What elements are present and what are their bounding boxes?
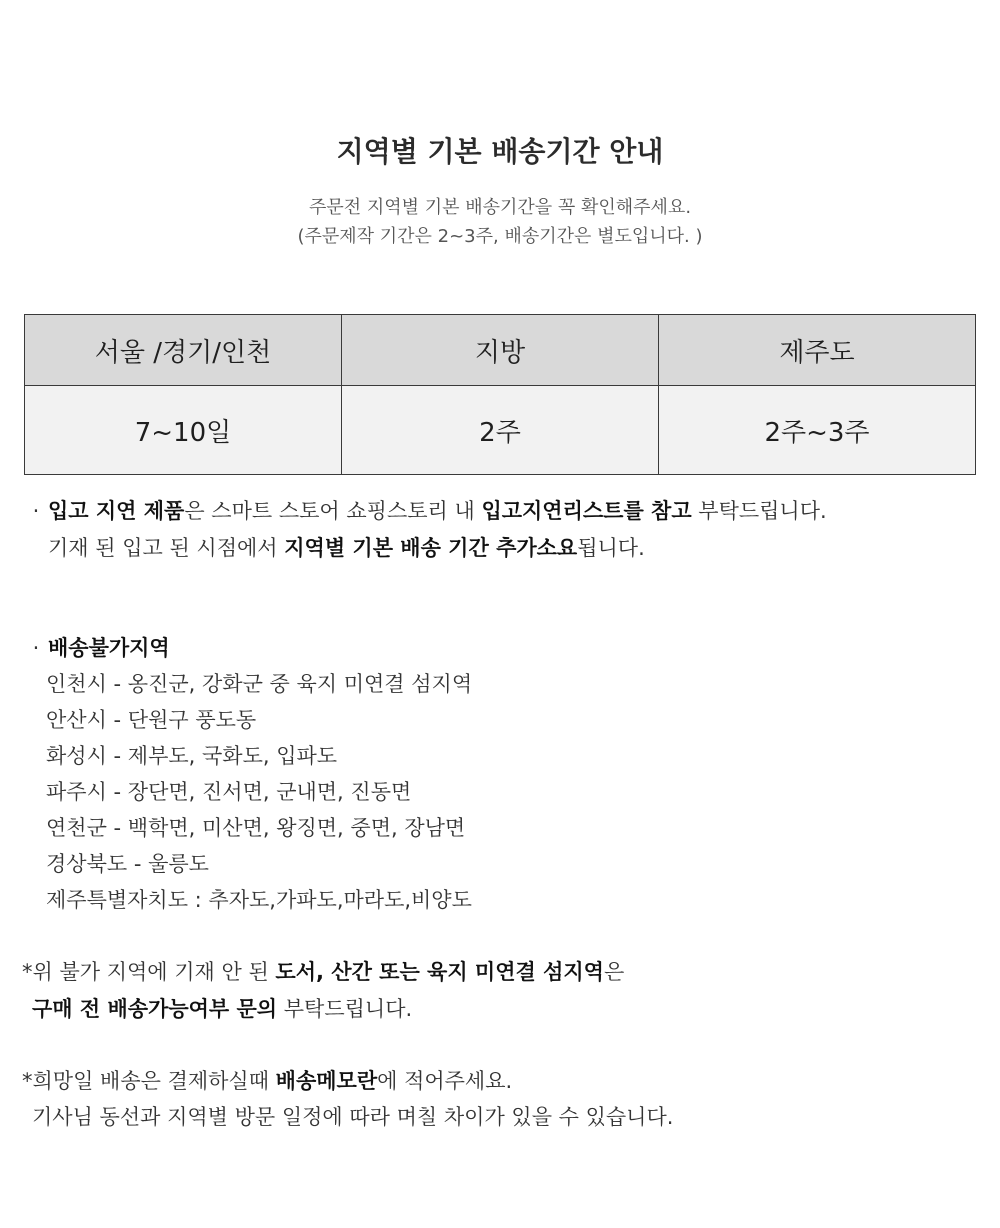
note-island-line-2 bbox=[32, 993, 412, 1023]
note-date-line-2: 기사님 동선과 지역별 방문 일정에 따라 며칠 차이가 있을 수 있습니다. bbox=[32, 1105, 674, 1129]
note-date-line-1 bbox=[22, 1065, 512, 1095]
island-text-1: *위 불가 지역에 기재 안 된 bbox=[22, 960, 276, 984]
list-item: 안산시 - 단원구 풍도동 bbox=[46, 708, 257, 732]
header-province: 지방 bbox=[342, 315, 659, 386]
date-text-2: 에 적어주세요. bbox=[377, 1069, 513, 1093]
delay-text-2: 부탁드립니다. bbox=[691, 499, 827, 523]
bullet-dot: · bbox=[32, 636, 40, 660]
list-item: 제주특별자치도 : 추자도,가파도,마라도,비양도 bbox=[46, 888, 472, 912]
date-text-1: *희망일 배송은 결제하실때 bbox=[22, 1069, 276, 1093]
note-island-line-1 bbox=[22, 956, 624, 986]
header-jeju: 제주도 bbox=[659, 315, 976, 386]
delay-text-1: 은 스마트 스토어 쇼핑스토리 내 bbox=[184, 499, 482, 523]
header-metro: 서울 /경기/인천 bbox=[25, 315, 342, 386]
island-text-2: 은 bbox=[603, 960, 625, 984]
island-bold-text: 도서, 산간 또는 육지 미연결 섬지역 bbox=[275, 960, 604, 984]
notice-delay-line-1 bbox=[24, 495, 827, 525]
table-header-row bbox=[25, 315, 976, 386]
subtitle-line-2: (주문제작 기간은 2~3주, 배송기간은 별도입니다. ) bbox=[297, 226, 703, 247]
list-item: 화성시 - 제부도, 국화도, 입파도 bbox=[46, 744, 338, 768]
island-text-3: 부탁드립니다. bbox=[277, 997, 413, 1021]
bullet-dot: · bbox=[32, 499, 40, 523]
value-metro: 7~10일 bbox=[25, 386, 342, 475]
value-province: 2주 bbox=[342, 386, 659, 475]
delay-text-3: 기재 된 입고 된 시점에서 bbox=[48, 536, 285, 560]
table-row bbox=[25, 386, 976, 475]
island-inquiry-text: 구매 전 배송가능여부 문의 bbox=[32, 997, 278, 1021]
delay-product-text: 입고 지연 제품 bbox=[48, 499, 185, 523]
value-jeju: 2주~3주 bbox=[659, 386, 976, 475]
delivery-period-table bbox=[24, 314, 976, 475]
no-delivery-title-text: 배송불가지역 bbox=[48, 636, 170, 660]
subtitle-line-1: 주문전 지역별 기본 배송기간을 꼭 확인해주세요. bbox=[308, 197, 692, 218]
no-delivery-title bbox=[24, 632, 170, 662]
delay-list-text: 입고지연리스트를 참고 bbox=[481, 499, 692, 523]
list-item: 경상북도 - 울릉도 bbox=[46, 852, 209, 876]
date-memo-text: 배송메모란 bbox=[275, 1069, 378, 1093]
list-item: 파주시 - 장단면, 진서면, 군내면, 진동면 bbox=[46, 780, 412, 804]
delay-text-4: 됩니다. bbox=[577, 536, 645, 560]
list-item: 인천시 - 옹진군, 강화군 중 육지 미연결 섬지역 bbox=[46, 672, 473, 696]
notice-delay-line-2 bbox=[48, 532, 645, 562]
page-title: 지역별 기본 배송기간 안내 bbox=[336, 135, 664, 168]
delay-extra-text: 지역별 기본 배송 기간 추가소요 bbox=[284, 536, 578, 560]
list-item: 연천군 - 백학면, 미산면, 왕징면, 중면, 장남면 bbox=[46, 816, 466, 840]
